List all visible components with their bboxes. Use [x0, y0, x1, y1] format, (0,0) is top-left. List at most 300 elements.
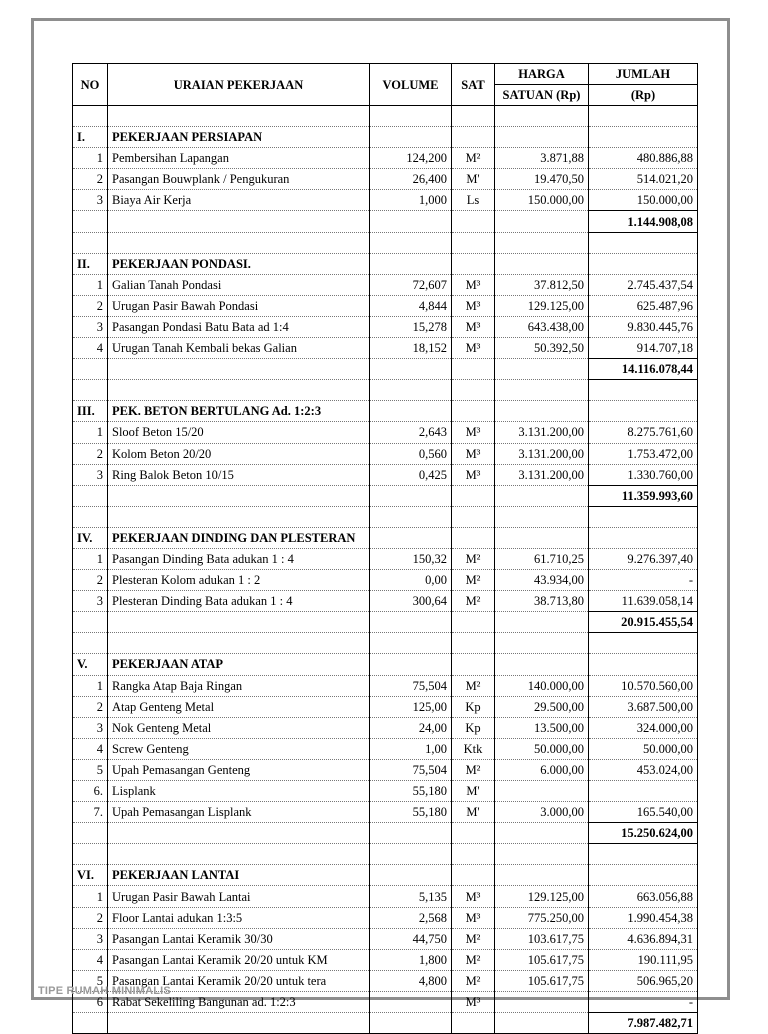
item-amount: 9.276.397,40: [589, 548, 698, 569]
empty-cell: [73, 380, 108, 401]
item-unit-price: [495, 781, 589, 802]
item-description: Nok Genteng Metal: [108, 717, 370, 738]
empty-cell: [73, 485, 108, 506]
item-unit: M³: [452, 991, 495, 1012]
item-number: 1: [73, 274, 108, 295]
empty-cell: [589, 253, 698, 274]
item-description: Atap Genteng Metal: [108, 696, 370, 717]
item-volume: 72,607: [370, 274, 452, 295]
header-sat: SAT: [452, 64, 495, 106]
empty-cell: [370, 1013, 452, 1034]
item-volume: 0,425: [370, 464, 452, 485]
item-unit-price: 129.125,00: [495, 886, 589, 907]
empty-cell: [495, 844, 589, 865]
empty-cell: [452, 106, 495, 127]
subtotal-row: [73, 823, 698, 844]
item-number: 5: [73, 970, 108, 991]
item-number: 4: [73, 738, 108, 759]
item-unit-price: 3.131.200,00: [495, 464, 589, 485]
item-unit: M³: [452, 443, 495, 464]
spacer-row: [73, 844, 698, 865]
header-volume: VOLUME: [370, 64, 452, 106]
empty-cell: [73, 844, 108, 865]
item-unit: M': [452, 781, 495, 802]
item-unit-price: 105.617,75: [495, 970, 589, 991]
empty-cell: [589, 633, 698, 654]
item-unit-price: 38.713,80: [495, 591, 589, 612]
table-row: [73, 464, 698, 485]
empty-cell: [108, 380, 370, 401]
empty-cell: [495, 865, 589, 886]
item-unit-price: 140.000,00: [495, 675, 589, 696]
item-description: Screw Genteng: [108, 738, 370, 759]
item-amount: -: [589, 991, 698, 1012]
table-row: [73, 591, 698, 612]
item-unit: M': [452, 802, 495, 823]
item-description: Urugan Pasir Bawah Lantai: [108, 886, 370, 907]
item-volume: 125,00: [370, 696, 452, 717]
empty-cell: [370, 527, 452, 548]
empty-cell: [73, 506, 108, 527]
empty-cell: [108, 359, 370, 380]
item-volume: [370, 991, 452, 1012]
item-amount: 3.687.500,00: [589, 696, 698, 717]
empty-cell: [370, 823, 452, 844]
empty-cell: [452, 527, 495, 548]
item-amount: 9.830.445,76: [589, 316, 698, 337]
empty-cell: [495, 612, 589, 633]
section-number: IV.: [73, 527, 108, 548]
item-unit: M³: [452, 338, 495, 359]
empty-cell: [108, 211, 370, 232]
table-row: [73, 738, 698, 759]
item-description: Pasangan Lantai Keramik 20/20 untuk tera: [108, 970, 370, 991]
item-number: 1: [73, 148, 108, 169]
item-number: 2: [73, 295, 108, 316]
empty-cell: [108, 612, 370, 633]
item-unit-price: 103.617,75: [495, 928, 589, 949]
empty-cell: [452, 359, 495, 380]
item-description: Upah Pemasangan Lisplank: [108, 802, 370, 823]
section-row: [73, 127, 698, 148]
item-description: Plesteran Dinding Bata adukan 1 : 4: [108, 591, 370, 612]
item-description: Urugan Pasir Bawah Pondasi: [108, 295, 370, 316]
item-volume: 2,568: [370, 907, 452, 928]
item-unit-price: 643.438,00: [495, 316, 589, 337]
empty-cell: [73, 823, 108, 844]
item-amount: 10.570.560,00: [589, 675, 698, 696]
table-row: [73, 717, 698, 738]
section-row: [73, 527, 698, 548]
item-unit: M²: [452, 970, 495, 991]
empty-cell: [370, 612, 452, 633]
empty-cell: [495, 106, 589, 127]
empty-cell: [589, 401, 698, 422]
empty-cell: [370, 485, 452, 506]
item-description: Plesteran Kolom adukan 1 : 2: [108, 570, 370, 591]
item-unit: M²: [452, 759, 495, 780]
item-amount: 190.111,95: [589, 949, 698, 970]
item-unit: M²: [452, 148, 495, 169]
item-volume: 55,180: [370, 802, 452, 823]
table-row: [73, 148, 698, 169]
item-volume: 26,400: [370, 169, 452, 190]
empty-cell: [108, 485, 370, 506]
empty-cell: [73, 1013, 108, 1034]
item-description: Rangka Atap Baja Ringan: [108, 675, 370, 696]
item-number: 3: [73, 316, 108, 337]
empty-cell: [589, 127, 698, 148]
item-volume: 1,000: [370, 190, 452, 211]
item-unit: M³: [452, 295, 495, 316]
item-number: 2: [73, 570, 108, 591]
item-unit-price: 3.131.200,00: [495, 443, 589, 464]
header-harga: HARGA: [495, 64, 589, 85]
item-unit-price: [495, 991, 589, 1012]
item-amount: 506.965,20: [589, 970, 698, 991]
empty-cell: [589, 106, 698, 127]
item-unit: M²: [452, 928, 495, 949]
section-row: [73, 401, 698, 422]
empty-cell: [370, 506, 452, 527]
table-row: [73, 949, 698, 970]
item-volume: 300,64: [370, 591, 452, 612]
item-description: Urugan Tanah Kembali bekas Galian: [108, 338, 370, 359]
header-jumlah-rp: (Rp): [589, 85, 698, 106]
empty-cell: [495, 127, 589, 148]
item-unit-price: 37.812,50: [495, 274, 589, 295]
item-amount: 1.330.760,00: [589, 464, 698, 485]
empty-cell: [370, 211, 452, 232]
spacer-row: [73, 506, 698, 527]
empty-cell: [495, 211, 589, 232]
header-no: NO: [73, 64, 108, 106]
empty-cell: [495, 401, 589, 422]
empty-cell: [495, 654, 589, 675]
empty-cell: [495, 380, 589, 401]
table-row: [73, 802, 698, 823]
empty-cell: [452, 380, 495, 401]
empty-cell: [452, 211, 495, 232]
item-volume: 75,504: [370, 759, 452, 780]
table-row: [73, 190, 698, 211]
empty-cell: [589, 506, 698, 527]
table-row: [73, 675, 698, 696]
empty-cell: [370, 106, 452, 127]
empty-cell: [452, 865, 495, 886]
table-row: [73, 696, 698, 717]
item-unit: M³: [452, 886, 495, 907]
item-unit: M²: [452, 949, 495, 970]
table-body: [73, 106, 698, 1034]
table-row: [73, 928, 698, 949]
item-description: Pembersihan Lapangan: [108, 148, 370, 169]
empty-cell: [370, 865, 452, 886]
item-unit-price: 61.710,25: [495, 548, 589, 569]
item-unit-price: 129.125,00: [495, 295, 589, 316]
table-row: [73, 169, 698, 190]
table-row: [73, 759, 698, 780]
empty-cell: [452, 232, 495, 253]
item-number: 1: [73, 886, 108, 907]
section-number: VI.: [73, 865, 108, 886]
empty-cell: [73, 211, 108, 232]
item-volume: 15,278: [370, 316, 452, 337]
empty-cell: [495, 1013, 589, 1034]
item-unit: M²: [452, 591, 495, 612]
empty-cell: [452, 485, 495, 506]
item-volume: 0,00: [370, 570, 452, 591]
item-unit: Ls: [452, 190, 495, 211]
item-description: Floor Lantai adukan 1:3:5: [108, 907, 370, 928]
item-description: Lisplank: [108, 781, 370, 802]
item-number: 4: [73, 338, 108, 359]
item-description: Upah Pemasangan Genteng: [108, 759, 370, 780]
item-amount: 453.024,00: [589, 759, 698, 780]
item-amount: 165.540,00: [589, 802, 698, 823]
empty-cell: [370, 654, 452, 675]
item-unit-price: 19.470,50: [495, 169, 589, 190]
table-row: [73, 781, 698, 802]
item-unit-price: 6.000,00: [495, 759, 589, 780]
item-unit: M²: [452, 570, 495, 591]
spacer-row: [73, 106, 698, 127]
table-row: [73, 338, 698, 359]
empty-cell: [108, 844, 370, 865]
empty-cell: [589, 844, 698, 865]
item-volume: 150,32: [370, 548, 452, 569]
item-unit-price: 150.000,00: [495, 190, 589, 211]
empty-cell: [495, 823, 589, 844]
table-row: [73, 886, 698, 907]
empty-cell: [370, 253, 452, 274]
empty-cell: [370, 633, 452, 654]
item-number: 6: [73, 991, 108, 1012]
empty-cell: [370, 127, 452, 148]
empty-cell: [370, 380, 452, 401]
empty-cell: [495, 527, 589, 548]
empty-cell: [370, 359, 452, 380]
item-unit-price: 3.871,88: [495, 148, 589, 169]
empty-cell: [589, 654, 698, 675]
empty-cell: [589, 232, 698, 253]
table-row: [73, 295, 698, 316]
item-description: Sloof Beton 15/20: [108, 422, 370, 443]
item-amount: 150.000,00: [589, 190, 698, 211]
item-unit-price: 3.000,00: [495, 802, 589, 823]
item-number: 7.: [73, 802, 108, 823]
item-unit-price: 50.392,50: [495, 338, 589, 359]
section-title: PEKERJAAN PERSIAPAN: [108, 127, 370, 148]
empty-cell: [370, 401, 452, 422]
empty-cell: [452, 823, 495, 844]
item-number: 1: [73, 422, 108, 443]
empty-cell: [495, 633, 589, 654]
section-number: II.: [73, 253, 108, 274]
item-number: 2: [73, 169, 108, 190]
item-description: Kolom Beton 20/20: [108, 443, 370, 464]
item-number: 2: [73, 696, 108, 717]
section-title: PEK. BETON BERTULANG Ad. 1:2:3: [108, 401, 370, 422]
item-unit: M³: [452, 907, 495, 928]
item-amount: 8.275.761,60: [589, 422, 698, 443]
table-row: [73, 316, 698, 337]
empty-cell: [108, 823, 370, 844]
empty-cell: [495, 506, 589, 527]
item-volume: 18,152: [370, 338, 452, 359]
item-number: 3: [73, 928, 108, 949]
item-amount: 2.745.437,54: [589, 274, 698, 295]
empty-cell: [452, 401, 495, 422]
item-volume: 124,200: [370, 148, 452, 169]
item-amount: 11.639.058,14: [589, 591, 698, 612]
empty-cell: [495, 485, 589, 506]
empty-cell: [370, 844, 452, 865]
item-volume: 55,180: [370, 781, 452, 802]
empty-cell: [452, 127, 495, 148]
item-description: Pasangan Bouwplank / Pengukuran: [108, 169, 370, 190]
item-unit-price: 105.617,75: [495, 949, 589, 970]
item-description: Pasangan Dinding Bata adukan 1 : 4: [108, 548, 370, 569]
item-unit-price: 775.250,00: [495, 907, 589, 928]
subtotal-row: [73, 1013, 698, 1034]
empty-cell: [452, 612, 495, 633]
empty-cell: [452, 844, 495, 865]
item-description: Pasangan Lantai Keramik 30/30: [108, 928, 370, 949]
item-amount: [589, 781, 698, 802]
section-title: PEKERJAAN PONDASI.: [108, 253, 370, 274]
watermark: TIPE RUMAH MINIMALIS: [38, 985, 171, 997]
item-number: 3: [73, 190, 108, 211]
section-subtotal: 7.987.482,71: [589, 1013, 698, 1034]
item-unit: M²: [452, 675, 495, 696]
section-number: III.: [73, 401, 108, 422]
item-unit-price: 3.131.200,00: [495, 422, 589, 443]
subtotal-row: [73, 612, 698, 633]
empty-cell: [589, 527, 698, 548]
empty-cell: [495, 232, 589, 253]
section-title: PEKERJAAN DINDING DAN PLESTERAN: [108, 527, 370, 548]
section-subtotal: 20.915.455,54: [589, 612, 698, 633]
section-row: [73, 253, 698, 274]
empty-cell: [589, 865, 698, 886]
header-jumlah: JUMLAH: [589, 64, 698, 85]
empty-cell: [108, 232, 370, 253]
item-volume: 4,844: [370, 295, 452, 316]
item-unit: Kp: [452, 717, 495, 738]
cost-estimate-table: [72, 63, 698, 1034]
table-row: [73, 274, 698, 295]
item-amount: 625.487,96: [589, 295, 698, 316]
empty-cell: [108, 633, 370, 654]
item-unit-price: 29.500,00: [495, 696, 589, 717]
item-unit: M³: [452, 464, 495, 485]
spacer-row: [73, 633, 698, 654]
table-row: [73, 443, 698, 464]
item-amount: 514.021,20: [589, 169, 698, 190]
item-number: 2: [73, 443, 108, 464]
item-amount: 4.636.894,31: [589, 928, 698, 949]
table-row: [73, 422, 698, 443]
item-unit: Kp: [452, 696, 495, 717]
empty-cell: [73, 359, 108, 380]
item-description: Rabat Sekeliling Bangunan ad. 1:2:3: [108, 991, 370, 1012]
section-subtotal: 11.359.993,60: [589, 485, 698, 506]
item-amount: 480.886,88: [589, 148, 698, 169]
item-volume: 75,504: [370, 675, 452, 696]
item-number: 6.: [73, 781, 108, 802]
empty-cell: [452, 654, 495, 675]
header-uraian: URAIAN PEKERJAAN: [108, 64, 370, 106]
item-volume: 24,00: [370, 717, 452, 738]
item-number: 1: [73, 675, 108, 696]
subtotal-row: [73, 211, 698, 232]
table-row: [73, 907, 698, 928]
empty-cell: [108, 106, 370, 127]
item-volume: 1,00: [370, 738, 452, 759]
item-volume: 5,135: [370, 886, 452, 907]
item-number: 3: [73, 591, 108, 612]
item-unit-price: 43.934,00: [495, 570, 589, 591]
subtotal-row: [73, 485, 698, 506]
spacer-row: [73, 232, 698, 253]
empty-cell: [73, 633, 108, 654]
empty-cell: [452, 253, 495, 274]
empty-cell: [589, 380, 698, 401]
item-number: 4: [73, 949, 108, 970]
item-volume: 0,560: [370, 443, 452, 464]
empty-cell: [73, 612, 108, 633]
section-title: PEKERJAAN ATAP: [108, 654, 370, 675]
item-amount: 324.000,00: [589, 717, 698, 738]
item-amount: 914.707,18: [589, 338, 698, 359]
item-description: Ring Balok Beton 10/15: [108, 464, 370, 485]
header-harga-satuan: SATUAN (Rp): [495, 85, 589, 106]
empty-cell: [495, 253, 589, 274]
item-description: Biaya Air Kerja: [108, 190, 370, 211]
item-unit: M³: [452, 274, 495, 295]
item-volume: 44,750: [370, 928, 452, 949]
empty-cell: [495, 359, 589, 380]
section-number: V.: [73, 654, 108, 675]
item-number: 1: [73, 548, 108, 569]
section-subtotal: 15.250.624,00: [589, 823, 698, 844]
item-number: 3: [73, 717, 108, 738]
item-description: Pasangan Pondasi Batu Bata ad 1:4: [108, 316, 370, 337]
subtotal-row: [73, 359, 698, 380]
empty-cell: [452, 1013, 495, 1034]
item-number: 5: [73, 759, 108, 780]
empty-cell: [370, 232, 452, 253]
item-unit: M': [452, 169, 495, 190]
section-title: PEKERJAAN LANTAI: [108, 865, 370, 886]
section-number: I.: [73, 127, 108, 148]
item-volume: 4,800: [370, 970, 452, 991]
item-amount: 50.000,00: [589, 738, 698, 759]
item-unit: M²: [452, 548, 495, 569]
item-amount: 1.990.454,38: [589, 907, 698, 928]
section-subtotal: 14.116.078,44: [589, 359, 698, 380]
item-number: 2: [73, 907, 108, 928]
item-number: 3: [73, 464, 108, 485]
item-volume: 2,643: [370, 422, 452, 443]
item-description: Pasangan Lantai Keramik 20/20 untuk KM: [108, 949, 370, 970]
item-unit: M³: [452, 422, 495, 443]
empty-cell: [452, 633, 495, 654]
item-unit: Ktk: [452, 738, 495, 759]
section-row: [73, 654, 698, 675]
item-unit: M³: [452, 316, 495, 337]
